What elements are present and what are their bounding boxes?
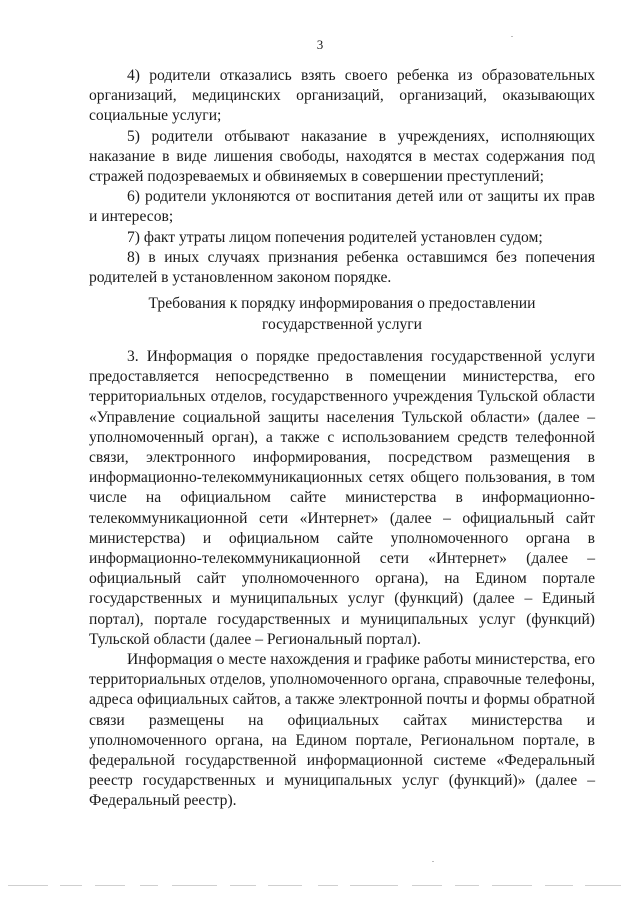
list-item: 8) в иных случаях признания ребенка оставшимся без попечения родителей в установленном законом порядке. [89,248,595,287]
paragraph: Информация о месте нахождения и графике работы министерства, его территориальных отделов, уполномоченного органа, справочные телефоны, адреса официальных сайтов, а также электронной почты и формы обратной связи размещены на официальных сайтах министерства и уполномоченного органа, на Едином портале, Региональном портале, в федеральной государственной информационной системе «Федеральный реестр государственных и муниципальных услуг (функций)» (далее – Федеральный реестр). [89,651,595,810]
list-item: 7) факт утраты лицом попечения родителей установлен судом; [127,228,543,246]
list-item: 5) родители отбывают наказание в учреждениях, исполняющих наказание в виде лишения свободы, находятся в местах содержания под стражей подозреваемых и обвиняемых в совершении преступлений; [89,127,595,186]
paragraph: 3. Информация о порядке предоставления государственной услуги предоставляется непосредственно в помещении министерства, его территориальных отделов, государственного учреждения Тульской области «Управление социальной защиты населения Тульской области» (далее – уполномоченный орган), а также с использованием средств телефонной связи, электронного информирования, посредством размещения в информационно-телекоммуникационных сетях общего пользования, в том числе на официальном сайте министерства в информационно-телекоммуникационной сети «Интернет» (далее – официальный сайт министерства) и официальном сайте уполномоченного органа в информационно-телекоммуникационной сети «Интернет» (далее – официальный сайт уполномоченного органа), на Едином портале государственных и муниципальных услуг (функций) (далее – Единый портал), портале государственных и муниципальных услуг (функций) Тульской области (далее – Региональный портал). [89,348,595,648]
list-item: 4) родители отказались взять своего ребенка из образовательных организаций, медицинских организаций, организаций, оказывающих социальные услуги; [89,67,595,125]
paragraph-block [89,347,595,812]
section-heading-line: Требования к порядку информирования о предоставлении [148,295,536,312]
section-heading-line: государственной услуги [261,315,423,333]
page-number: 3 [316,37,324,52]
list-block [89,66,595,288]
scan-artifact [511,36,513,37]
scan-artifact [432,861,434,862]
scan-edge-noise [0,880,640,892]
section-heading [89,294,595,335]
list-item: 6) родители уклоняются от воспитания детей или от защиты их прав и интересов; [89,188,595,226]
